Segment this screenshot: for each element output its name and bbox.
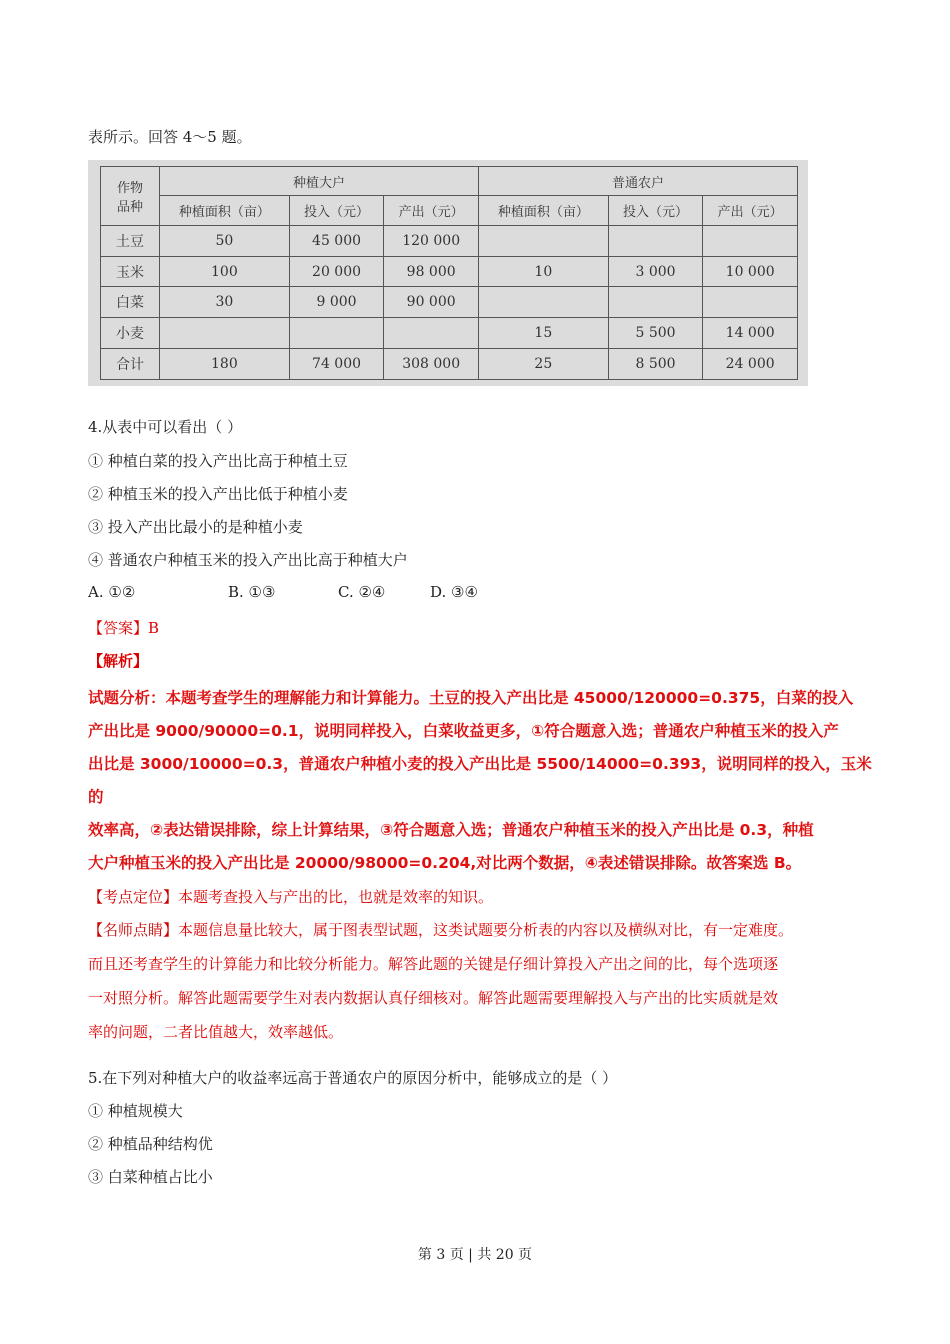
intro-text: 表所示。回答 4～5 题。	[88, 128, 252, 146]
q4-item: ① 种植白菜的投入产出比高于种植土豆	[88, 452, 348, 470]
q4-item: ③ 投入产出比最小的是种植小麦	[88, 518, 303, 536]
group-header-ordinary: 普通农户	[478, 167, 797, 196]
table-row: 合计 180 74 000 308 000 25 8 500 24 000	[101, 349, 798, 380]
table-row: 玉米 100 20 000 98 000 10 3 000 10 000	[101, 256, 798, 287]
q5-stem: 5.在下列对种植大户的收益率远高于普通农户的原因分析中，能够成立的是（ ）	[88, 1069, 618, 1087]
analysis-text: 试题分析：本题考查学生的理解能力和计算能力。土豆的投入产出比是 45000/120000=0.375，白菜的投入 产出比是 9000/90000=0.1，说明同样投入，白菜收益更多，①符合题意入选；普通农户种植玉米的投入产 出比是 3000/10000=0.3，普通农户种植小麦的投入产出比是 5500/14000=0.393，说明同样的投入，玉米的 效率高，②表达错误排除，综上计算结果，③符合题意入选；普通农户种植玉米的投入产出比是 0.3，种植 大户种植玉米的投入产出比是 20000/98000=0.204,对比两个数据，④表述错误排除。故答案选 B。	[88, 689, 872, 872]
answer: 【答案】B	[88, 619, 160, 637]
mingshi-note: 【名师点睛】本题信息量比较大，属于图表型试题，这类试题要分析表的内容以及横纵对比，有一定难度。 而且还考查学生的计算能力和比较分析能力。解答此题的关键是仔细计算投入产出之间的比，每个选项逐 一对照分析。解答此题需要学生对表内数据认真仔细核对。解答此题需要理解投入与产出的比实质就是效 率的问题，二者比值越大，效率越低。	[88, 921, 794, 1041]
analysis-label: 【解析】	[88, 652, 149, 670]
subheader: 产出（元）	[703, 196, 798, 225]
option-d: D. ③④	[430, 583, 478, 601]
q5-item: ② 种植品种结构优	[88, 1135, 213, 1153]
subheader: 投入（元）	[608, 196, 703, 225]
corner-header: 作物 品种	[101, 167, 160, 226]
crop-table-image	[88, 160, 808, 386]
kaodian-note: 【考点定位】本题考查投入与产出的比，也就是效率的知识。	[88, 888, 494, 906]
q4-options	[88, 583, 478, 601]
subheader: 种植面积（亩）	[478, 196, 608, 225]
group-header-large: 种植大户	[160, 167, 479, 196]
q5-item: ① 种植规模大	[88, 1102, 183, 1120]
option-a: A. ①②	[88, 583, 136, 601]
table-row: 小麦 15 5 500 14 000	[101, 318, 798, 349]
subheader: 种植面积（亩）	[160, 196, 290, 225]
option-c: C. ②④	[338, 583, 386, 601]
page-footer: 第 3 页 | 共 20 页	[417, 1247, 533, 1263]
table-row: 白菜 30 9 000 90 000	[101, 287, 798, 318]
subheader: 投入（元）	[289, 196, 384, 225]
table-row: 土豆 50 45 000 120 000	[101, 225, 798, 256]
q4-item: ④ 普通农户种植玉米的投入产出比高于种植大户	[88, 551, 408, 569]
q4-item: ② 种植玉米的投入产出比低于种植小麦	[88, 485, 348, 503]
q5-item: ③ 白菜种植占比小	[88, 1168, 213, 1186]
option-b: B. ①③	[228, 583, 276, 601]
crop-table	[100, 166, 798, 380]
q4-stem: 4.从表中可以看出（ ）	[88, 418, 243, 436]
subheader: 产出（元）	[384, 196, 479, 225]
